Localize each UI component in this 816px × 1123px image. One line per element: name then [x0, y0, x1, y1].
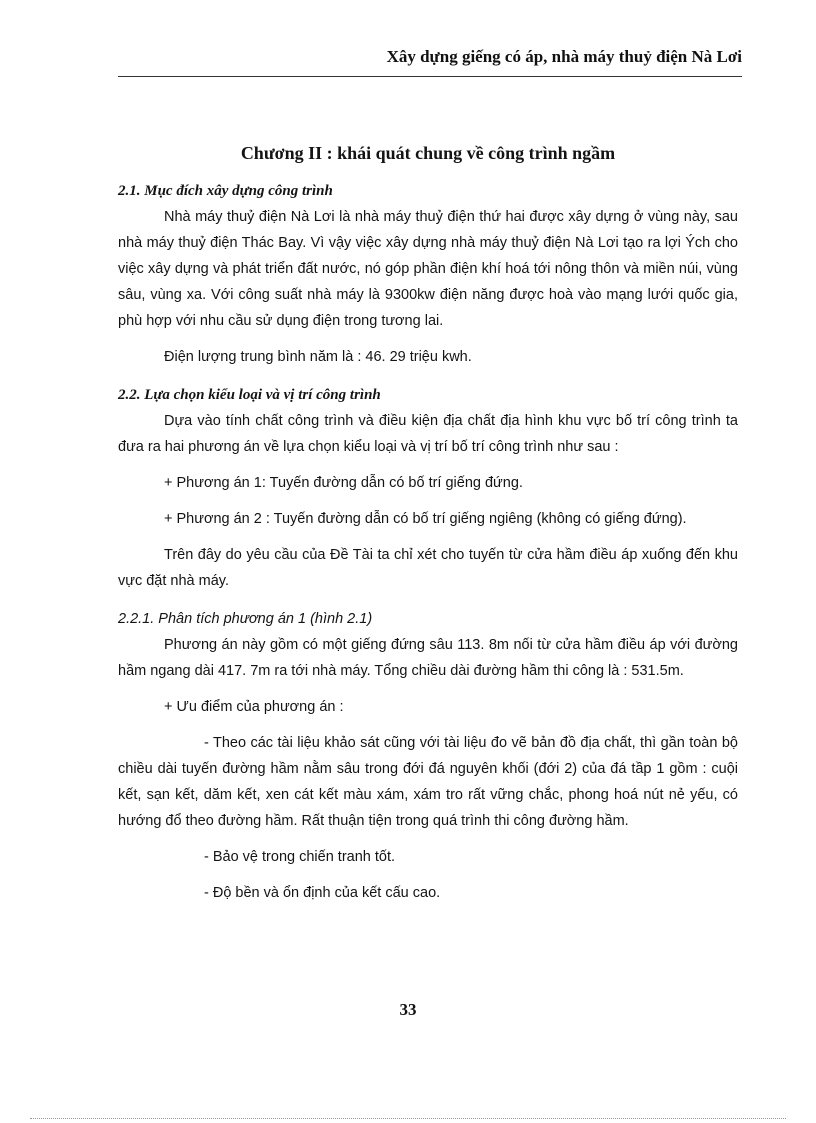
running-header: Xây dựng giếng có áp, nhà máy thuỷ điện Nà Lơi	[386, 47, 742, 66]
header-divider	[118, 76, 742, 77]
paragraph: Dựa vào tính chất công trình và điều kiện địa chất địa hình khu vực bố trí công trình ta đưa ra hai phương án về lựa chọn kiểu loại và vị trí bố trí công trình như sau :	[118, 413, 738, 455]
advantage-item: - Bảo vệ trong chiến tranh tốt.	[204, 849, 396, 865]
subsection-heading-2-2-1: 2.2.1. Phân tích phương án 1 (hình 2.1)	[118, 611, 373, 627]
footer-divider	[30, 1118, 786, 1119]
paragraph: Trên đây do yêu cầu của Đề Tài ta chỉ xét cho tuyến từ cửa hầm điều áp xuống đến khu vực đặt nhà máy.	[118, 547, 738, 589]
paragraph: Nhà máy thuỷ điện Nà Lơi là nhà máy thuỷ điện thứ hai được xây dựng ở vùng này, sau nhà máy thuỷ điện Thác Bay. Vì vậy việc xây dựng nhà máy thuỷ điện Nà Lơi tạo ra lợi Ých cho việc xây dựng và phát triển đất nước, nó góp phần điện khí hoá tới nông thôn và miền núi, vùng sâu, vùng xa. Với công suất nhà máy là 9300kw điện năng được hoà vào mạng lưới quốc gia, phù hợp với nhu cầu sử dụng điện trong tương lai.	[118, 209, 738, 329]
paragraph: Điện lượng trung bình năm là : 46. 29 triệu kwh.	[164, 349, 472, 365]
advantages-heading: + Ưu điểm của phương án :	[164, 699, 344, 715]
advantage-item: - Theo các tài liệu khảo sát cũng với tài liệu đo vẽ bản đồ địa chất, thì gần toàn bộ chiều dài tuyến đường hầm nằm sâu trong đới đá nguyên khối (đới 2) của đá tầp 1 gồm : cuội kết, sạn kết, dăm kết, xen cát kết màu xám, xám tro rất vững chắc, phong hoá nút nẻ yếu, có hướng đổ theo đường hầm. Rất thuận tiện trong quá trình thi công đường hầm.	[118, 735, 738, 829]
chapter-title: Chương II : khái quát chung về công trình ngầm	[240, 143, 616, 163]
advantage-item: - Độ bền và ổn định của kết cấu cao.	[204, 885, 441, 901]
section-heading-2-1: 2.1. Mục đích xây dựng công trình	[118, 183, 333, 199]
page-number: 33	[399, 1000, 417, 1019]
option-item: + Phương án 1: Tuyến đường dẫn có bố trí giếng đứng.	[164, 475, 523, 491]
option-item: + Phương án 2 : Tuyến đường dẫn có bố trí giếng ngiêng (không có giếng đứng).	[164, 511, 687, 527]
section-heading-2-2: 2.2. Lựa chọn kiểu loại và vị trí công trình	[118, 387, 381, 403]
paragraph: Phương án này gồm có một giếng đứng sâu 113. 8m nối từ cửa hầm điều áp với đường hầm ngang dài 417. 7m ra tới nhà máy. Tổng chiều dài đường hầm thi công là : 531.5m.	[118, 637, 738, 679]
page-body	[118, 140, 738, 906]
